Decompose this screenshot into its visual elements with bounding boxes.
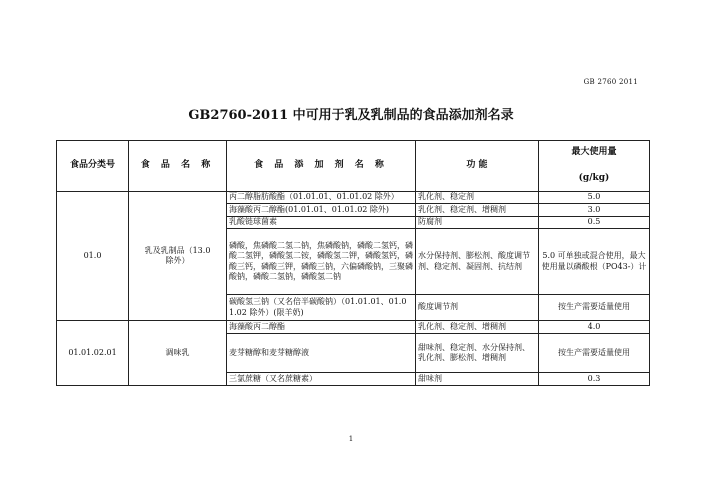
- additive-cell: 乳酸链球菌素: [227, 217, 416, 229]
- additives-table: [56, 140, 650, 386]
- food-name-cell: 调味乳: [129, 321, 227, 386]
- function-cell: 甜味剂: [416, 373, 539, 386]
- additive-cell: 麦芽糖醇和麦芽糖醇液: [227, 334, 416, 373]
- additive-cell: 三氯蔗糖（又名蔗糖素）: [227, 373, 416, 386]
- max-use-cell: 5.0 可单独或混合使用，最大使用量以磷酸根（PO43-）计: [539, 229, 650, 295]
- document-title: GB2760-2011 中可用于乳及乳制品的食品添加剂名录: [188, 108, 514, 123]
- additive-cell: 磷酸，焦磷酸二氢二钠，焦磷酸钠，磷酸二氢钙，磷酸二氢钾，磷酸氢二铵，磷酸氢二钾，磷酸氢钙，磷酸三钙，磷酸三钾，磷酸三钠，六偏磷酸钠，三聚磷酸钠，磷酸二氢钠，磷酸氢二钠: [227, 229, 416, 295]
- max-use-cell: 按生产需要适量使用: [539, 334, 650, 373]
- table-row: [57, 192, 650, 204]
- additive-cell: 碳酸氢三钠（又名倍半碳酸钠）（01.01.01、01.01.02 除外）(限羊奶): [227, 295, 416, 321]
- max-use-cell: 3.0: [539, 204, 650, 217]
- category-code-cell: 01.0: [57, 192, 129, 321]
- header-food-name: 食 品 名 称: [129, 141, 227, 192]
- header-function: 功 能: [416, 141, 539, 192]
- standard-code: GB 2760 2011: [583, 78, 638, 86]
- function-cell: 酸度调节剂: [416, 295, 539, 321]
- additive-cell: 海藻酸丙二醇酯(01.01.01、01.01.02 除外): [227, 204, 416, 217]
- function-cell: 水分保持剂、膨松剂、酸度调节剂、稳定剂、凝固剂、抗结剂: [416, 229, 539, 295]
- page-number: 1: [348, 435, 354, 443]
- max-use-cell: 5.0: [539, 192, 650, 204]
- function-cell: 乳化剂、稳定剂、增稠剂: [416, 204, 539, 217]
- function-cell: 乳化剂、稳定剂: [416, 192, 539, 204]
- table-header-row: [57, 141, 650, 192]
- food-name-cell: 乳及乳制品（13.0除外）: [129, 192, 227, 321]
- header-additive-name: 食 品 添 加 剂 名 称: [227, 141, 416, 192]
- table-row: [57, 321, 650, 334]
- header-category-code: 食品分类号: [57, 141, 129, 192]
- function-cell: 防腐剂: [416, 217, 539, 229]
- max-use-cell: 0.5: [539, 217, 650, 229]
- additive-cell: 海藻酸丙二醇酯: [227, 321, 416, 334]
- function-cell: 甜味剂、稳定剂、水分保持剂、乳化剂、膨松剂、增稠剂: [416, 334, 539, 373]
- max-use-cell: 4.0: [539, 321, 650, 334]
- additive-cell: 丙二醇脂肪酸酯（01.01.01、01.01.02 除外）: [227, 192, 416, 204]
- max-use-cell: 0.3: [539, 373, 650, 386]
- header-max-use-label: 最大使用量: [571, 147, 617, 158]
- category-code-cell: 01.01.02.01: [57, 321, 129, 386]
- header-max-use-unit: (g/kg): [578, 173, 610, 183]
- max-use-cell: 按生产需要适量使用: [539, 295, 650, 321]
- header-max-use: [539, 141, 650, 192]
- function-cell: 乳化剂、稳定剂、增稠剂: [416, 321, 539, 334]
